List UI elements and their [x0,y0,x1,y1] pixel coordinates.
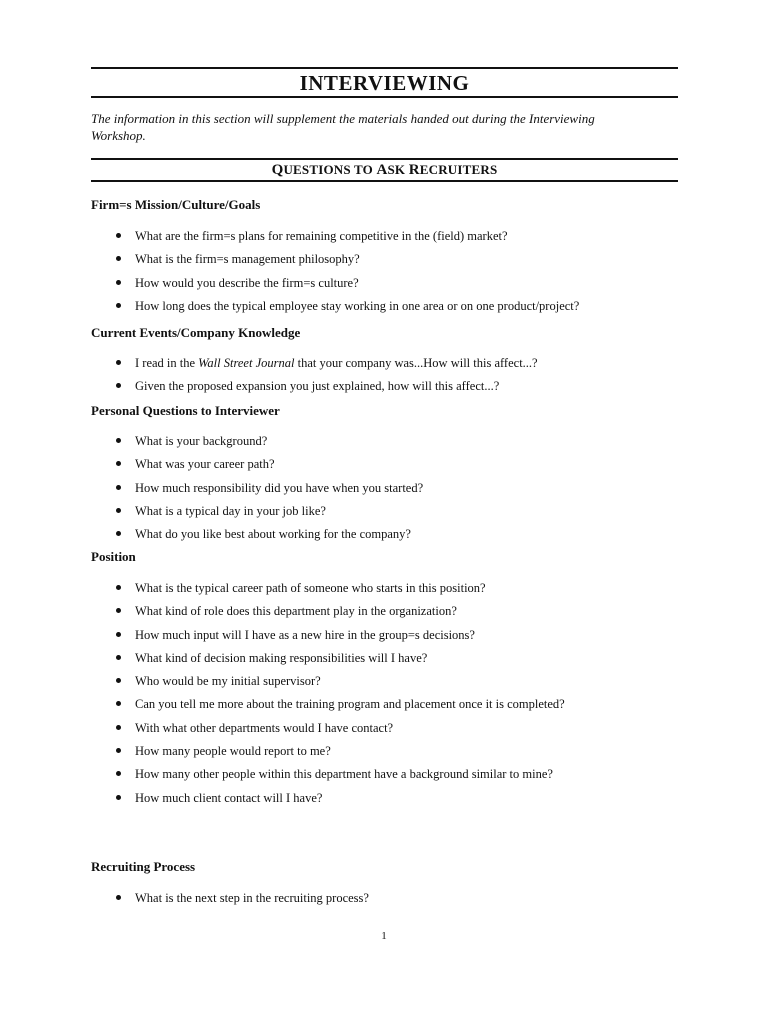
list-item: What is the typical career path of someone who starts in this position? [91,580,565,603]
bullet-icon [116,585,121,590]
list-item: What was your career path? [91,456,423,479]
list-item: I read in the Wall Street Journal that your company was...How will this affect...? [91,355,538,378]
list-item: How much responsibility did you have when you started? [91,480,423,503]
bullet-icon [116,485,121,490]
list-item: What are the firm=s plans for remaining competitive in the (field) market? [91,228,579,251]
list-item: What do you like best about working for the company? [91,526,423,549]
list-item: With what other departments would I have contact? [91,720,565,743]
group-heading-personal: Personal Questions to Interviewer [91,403,280,418]
bullet-icon [116,531,121,536]
group-heading-mission: Firm=s Mission/Culture/Goals [91,197,261,212]
bullet-icon [116,748,121,753]
bullet-icon [116,725,121,730]
list-item: What is the firm=s management philosophy? [91,251,579,274]
bullet-icon [116,508,121,513]
bullet-icon [116,280,121,285]
list-item: What kind of role does this department play in the organization? [91,603,565,626]
list-item: How long does the typical employee stay working in one area or on one product/project? [91,298,579,321]
list-item: How many other people within this department have a background similar to mine? [91,766,565,789]
intro-paragraph: The information in this section will supplement the materials handed out during the Interviewing Workshop. [91,111,595,143]
bullet-icon [116,632,121,637]
bullet-icon [116,608,121,613]
list-item: Can you tell me more about the training program and placement once it is completed? [91,696,565,719]
bullet-icon [116,678,121,683]
group-heading-position: Position [91,549,136,564]
list-item: What kind of decision making responsibilities will I have? [91,650,565,673]
group-heading-recruiting: Recruiting Process [91,859,196,874]
bullet-icon [116,303,121,308]
bullet-icon [116,438,121,443]
bullet-icon [116,360,121,365]
list-item: How much client contact will I have? [91,790,565,813]
bullet-icon [116,771,121,776]
bullet-icon [116,795,121,800]
bullet-icon [116,461,121,466]
page-number: 1 [381,930,387,942]
list-item: How would you describe the firm=s culture? [91,275,579,298]
title-bottom-rule [91,96,678,98]
bullet-icon [116,655,121,660]
list-personal [91,433,423,549]
list-item: What is a typical day in your job like? [91,503,423,526]
bullet-icon [116,233,121,238]
bullet-icon [116,383,121,388]
section-bottom-rule [91,180,678,182]
page-title: INTERVIEWING [299,71,470,95]
list-item: How much input will I have as a new hire in the group=s decisions? [91,627,565,650]
list-item: What is your background? [91,433,423,456]
list-item: How many people would report to me? [91,743,565,766]
list-item: Given the proposed expansion you just explained, how will this affect...? [91,378,538,401]
section-title: QUESTIONS TO ASK RECRUITERS [271,162,498,178]
bullet-icon [116,895,121,900]
list-position [91,580,565,813]
bullet-icon [116,701,121,706]
group-heading-current-events: Current Events/Company Knowledge [91,325,301,340]
list-item: Who would be my initial supervisor? [91,673,565,696]
list-item: What is the next step in the recruiting process? [91,890,369,913]
list-current-events [91,355,538,402]
list-recruiting [91,890,369,913]
bullet-icon [116,256,121,261]
list-mission [91,228,579,321]
title-top-rule [91,67,678,69]
